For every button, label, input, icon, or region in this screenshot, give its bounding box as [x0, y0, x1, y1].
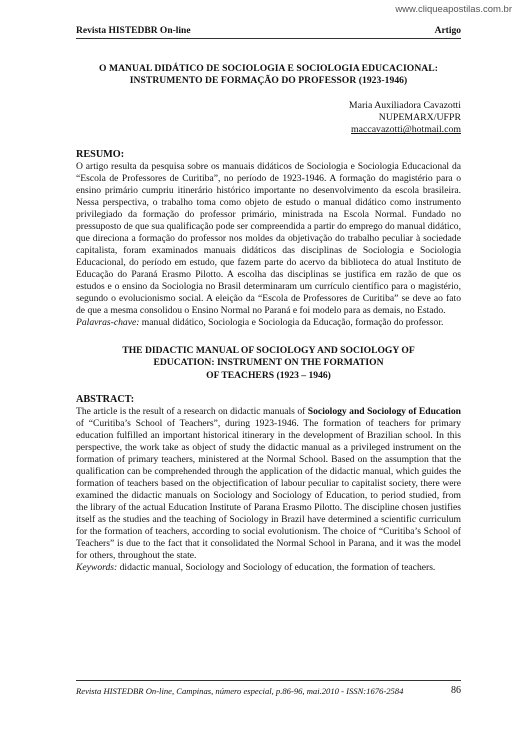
author-affiliation: NUPEMARX/UFPR — [378, 112, 461, 124]
abstract-keywords — [76, 562, 461, 574]
running-header — [76, 26, 461, 39]
abstract-text — [76, 406, 461, 563]
resumo-keywords — [76, 317, 461, 329]
journal-name: Revista HISTEDBR On-line — [76, 26, 191, 36]
paper-page — [76, 26, 461, 575]
title-english — [76, 345, 461, 382]
title-english-line-3: OF TEACHERS (1923 – 1946) — [206, 369, 331, 381]
author-email-link[interactable]: maccavazotti@hotmail.com — [351, 124, 461, 136]
watermark-url: www.cliqueapostilas.com.br — [395, 4, 512, 15]
keywords-label-pt: Palavras-chave: — [76, 317, 140, 329]
resumo-heading: RESUMO: — [76, 148, 125, 160]
footer-citation: Revista HISTEDBR On-line, Campinas, número especial, p.86-96, mai.2010 - ISSN:1676-2584 — [76, 685, 404, 696]
page-footer — [76, 680, 461, 696]
keywords-label-en: Keywords: — [76, 562, 118, 574]
page-number: 86 — [451, 685, 461, 696]
keywords-pt: manual didático, Sociologia e Sociologia da Educação, formação do professor. — [139, 317, 444, 329]
abstract-bold-phrase: Sociology and Sociology of Education — [307, 405, 461, 417]
title-english-line-1: THE DIDACTIC MANUAL OF SOCIOLOGY AND SOCIOLOGY OF — [122, 345, 415, 357]
title-english-line-2: EDUCATION: INSTRUMENT ON THE FORMATION — [153, 357, 384, 369]
abstract-heading: ABSTRACT: — [76, 393, 135, 405]
section-label: Artigo — [434, 26, 461, 36]
author-block — [76, 100, 461, 137]
resumo-text: O artigo resulta da pesquisa sobre os manuais didáticos de Sociologia e Sociologia Educacional da “Escola de Professores de Curitiba”, no período de 1923-1946. A formação do magistério para o ensino primário cumpriu itinerário histórico importante no desenvolvimento da escola brasileira. Nessa perspectiva, o trabalho toma como objeto de estudo o manual didático como instrumento privilegiado da formação do professor primário, ministrada na Escola Normal. Fundado no pressuposto de que sua qualificação pode ser compreendida a partir do emprego do manual didático, que direciona a formação do professor nos moldes da objetivação do trabalho peculiar à sociedade capitalista, foram examinados manuais didáticos das disciplinas de Sociologia e Sociologia Educacional, do período em estudo, que fazem parte do acervo da biblioteca do atual Instituto de Educação do Paraná Erasmo Pilotto. A escolha das disciplinas se justifica em razão de que os estudos e o ensino da Sociologia no Brasil determinaram um currículo científico para o magistério, segundo o evolucionismo social. A eleição da “Escola de Professores de Curitiba” se deve ao fato de que a mesma consolidou o Ensino Normal no Paraná e foi modelo para as demais, no Estado. — [76, 160, 461, 317]
title-portuguese: O MANUAL DIDÁTICO DE SOCIOLOGIA E SOCIOLOGIA EDUCACIONAL: INSTRUMENTO DE FORMAÇÃO DO PROFESSOR (1923-1946) — [99, 63, 438, 86]
keywords-en: didactic manual, Sociology and Sociology of education, the formation of teachers. — [117, 562, 436, 574]
author-name: Maria Auxiliadora Cavazotti — [348, 100, 461, 111]
abstract-part-1: The article is the result of a research on didactic manuals of — [76, 405, 308, 417]
abstract-part-2: of “Curitiba’s School of Teachers”, during 1923-1946. The formation of teachers for primary education fulfilled an important historical itinerary in the development of Brazilian school. In this perspective, the work take as object of study the didactic manual as a privileged instrument on the formation of primary teachers, ministered at the Normal School. Based on the assumption that the qualification can be comprehended through the application of the didactic manual, which guides the formation of teachers based on the objectification of labour peculiar to capitalist society, there were examined the didactic manuals on Sociology and Sociology of Education, to period studied, from the library of the actual Education Institute of Parana Erasmo Pilotto. The discipline chosen justifies itself as the studies and the teaching of Sociology in Brazil have determined a scientific curriculum for the formation of teachers, according to social evolutionism. The choice of “Curitiba’s School of Teachers” is due to the fact that it consolidated the Normal School in Parana, and it was the model for others, throughout the state. — [76, 417, 461, 562]
